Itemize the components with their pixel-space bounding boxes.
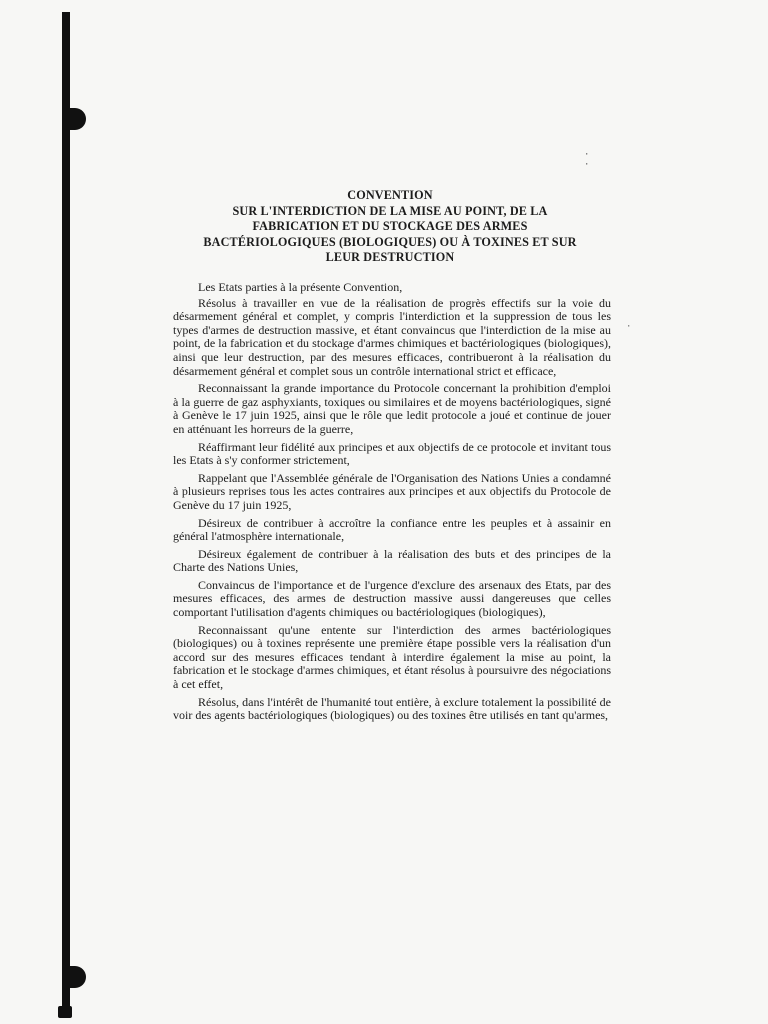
- binding-hole-top: [68, 108, 86, 130]
- document-title: [150, 188, 630, 266]
- preamble-paragraph: Rappelant que l'Assemblée générale de l'Organisation des Nations Unies a condamné à plusieurs reprises tous les actes contraires aux principes et aux objectifs du Protocole de Genève du 17 juin 1925,: [173, 470, 611, 512]
- scan-speck-2: ·: [626, 322, 632, 332]
- title-line: FABRICATION ET DU STOCKAGE DES ARMES: [252, 219, 528, 233]
- preamble-body: [173, 281, 611, 727]
- preamble-paragraph: Les Etats parties à la présente Convention,: [198, 280, 403, 294]
- preamble-paragraph: Reconnaissant qu'une entente sur l'interdiction des armes bactériologiques (biologiques) ou à toxines représente une première étape possible vers la réalisation d'un accord sur des mesures efficaces tendant à interdire également la mise au point, la fabrication et le stockage d'armes chimiques, et étant résolus à poursuivre des négociations à cet effet,: [173, 622, 611, 692]
- preamble-paragraph: Réaffirmant leur fidélité aux principes et aux objectifs de ce protocole et invitant tous les Etats à s'y conformer strictement,: [173, 439, 611, 468]
- preamble-paragraph: Convaincus de l'importance et de l'urgence d'exclure des arsenaux des Etats, par des mesures efficaces, des armes de destruction massive aussi dangereuses que celles comportant l'utilisation d'agents chimiques ou bactériologiques (biologiques),: [173, 577, 611, 620]
- preamble-paragraph: Reconnaissant la grande importance du Protocole concernant la prohibition d'emploi à la guerre de gaz asphyxiants, toxiques ou similaires et de moyens bactériologiques, signé à Genève le 17 juin 1925, ainsi que le rôle que ledit protocole a joué et continue de jouer en atténuant les horreurs de la guerre,: [173, 381, 611, 436]
- preamble-paragraph: Résolus à travailler en vue de la réalisation de progrès effectifs sur la voie du désarmement général et complet, y compris l'interdiction et la suppression de tous les types d'armes de destruction massive, et étant convaincus que l'interdiction de la mise au point, de la fabrication et du stockage d'armes chimiques et bactériologiques (biologiques), ainsi que leur destruction, par des mesures efficaces, contribueront à la réalisation du désarmement général et complet sous un contrôle international strict et efficace,: [173, 295, 611, 378]
- preamble-paragraph: Désireux également de contribuer à la réalisation des buts et des principes de la Charte des Nations Unies,: [173, 546, 611, 575]
- title-line: SUR L'INTERDICTION DE LA MISE AU POINT, DE LA: [232, 203, 548, 218]
- binding-foot: [58, 1006, 72, 1018]
- scan-speck: · ·: [584, 150, 593, 170]
- binding-strip: [62, 12, 70, 1012]
- title-line: CONVENTION: [347, 188, 433, 202]
- preamble-paragraph: Désireux de contribuer à accroître la confiance entre les peuples et à assainir en général l'atmosphère internationale,: [173, 515, 611, 544]
- title-line: LEUR DESTRUCTION: [325, 250, 455, 264]
- title-line: BACTÉRIOLOGIQUES (BIOLOGIQUES) OU À TOXINES ET SUR: [203, 234, 577, 249]
- preamble-paragraph: Résolus, dans l'intérêt de l'humanité tout entière, à exclure totalement la possibilité de voir des agents bactériologiques (biologiques) ou des toxines être utilisés en tant qu'armes,: [173, 694, 611, 723]
- binding-hole-bottom: [68, 966, 86, 988]
